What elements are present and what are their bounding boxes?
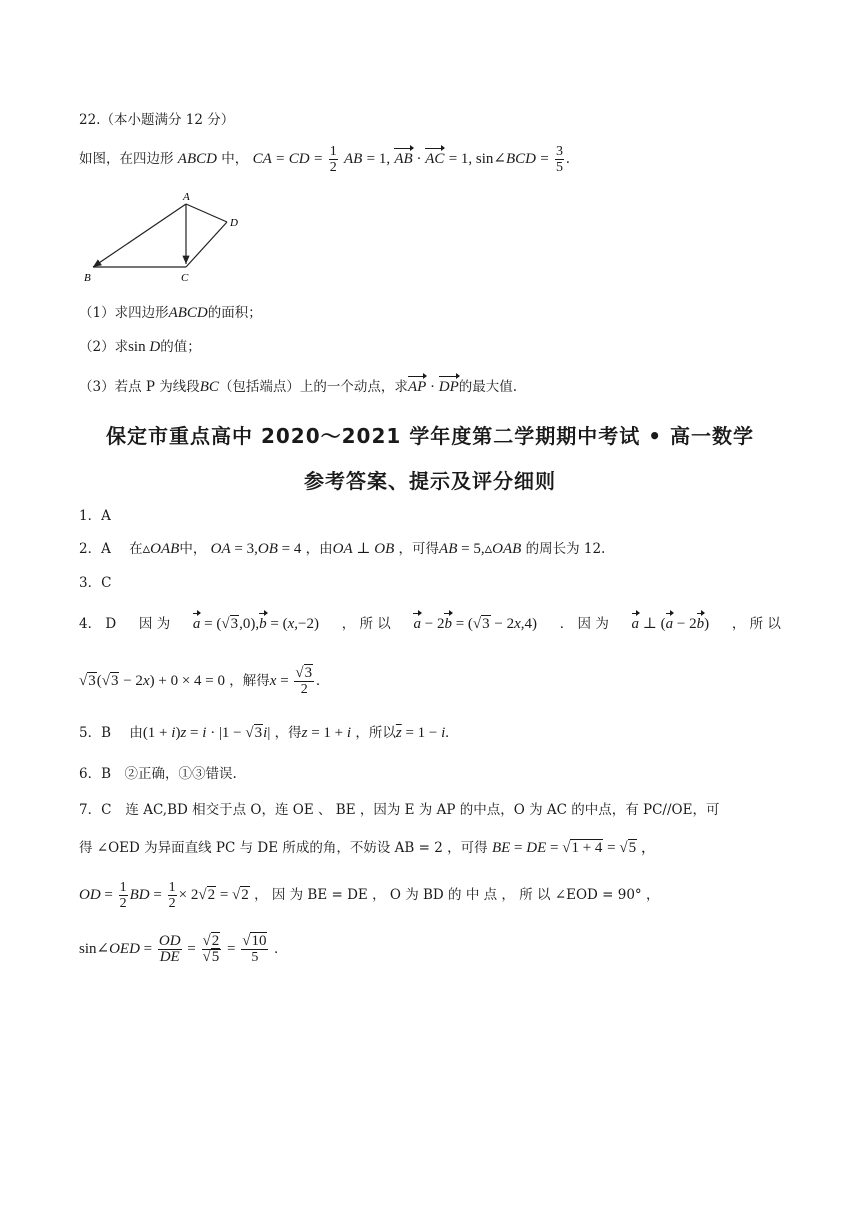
answer-3: 3．C <box>79 575 112 591</box>
problem-22-header: 22.（本小题满分 12 分） <box>79 112 235 128</box>
answer-4-line-1: 4． D 因 为 a = (√3,0),b = (x,−2) ， 所 以 a − 2b = (√3 − 2x,4) ． 因 为 a ⊥ (a − 2b) ， 所 以 <box>79 616 781 632</box>
label-a: A <box>183 191 190 203</box>
answer-5: 5．B 由(1 + i)z = i · |1 − √3i| ，得z = 1 + i ，所以$\overline{z} = 1 - i$. <box>79 725 450 741</box>
answer-1: 1．A <box>79 508 111 524</box>
label-c: C <box>181 272 189 284</box>
answer-subtitle: 参考答案、提示及评分细则 <box>304 469 556 493</box>
segment-ad <box>186 204 227 222</box>
label-d: D <box>230 217 238 229</box>
label-b: B <box>84 272 91 284</box>
segment-dc <box>186 222 227 267</box>
answer-7-line-4: sin∠OED = $\frac{OD}{DE}$ = $\frac{√2}{√5}$ = $\frac{√10}{5}$ . <box>79 933 278 965</box>
question-3: （3）若点 P 为线段BC（包括端点）上的一个动点，求AP · DP的最大值. <box>79 379 518 395</box>
question-1: （1）求四边形ABCD的面积； <box>79 305 262 321</box>
answer-7-line-3: OD = $\frac{1}{2}$ BD = $\frac{1}{2}$ × 2√2 = √2 ， 因 为 BE = DE ， O 为 BD 的 中 点 ， 所 以 ∠EOD = 90° ， <box>79 880 660 911</box>
answer-title: 保定市重点高中 2020～2021 学年度第二学期期中考试 • 高一数学 <box>106 424 754 448</box>
answer-4-line-2: √3(√3 − 2x) + 0 × 4 = 0 ，解得x = $\frac{√3}{2}$ . <box>79 665 320 697</box>
vector-ab <box>93 204 186 267</box>
answer-7-line-1: 7．C 连 AC,BD 相交于点 O，连 OE 、 BE ，因为 E 为 AP 的中点，O 为 AC 的中点，有 PC//OE，可 <box>79 802 720 818</box>
answer-7-line-2: 得 ∠OED 为异面直线 PC 与 DE 所成的角，不妨设 AB = 2 ，可得 BE = DE = √1 + 4 = √5 ， <box>79 840 656 856</box>
answer-2: 2．A 在▵OAB中， OA = 3,OB = 4 ，由OA ⊥ OB ，可得AB = 5,▵OAB 的周长为 12. <box>79 541 606 557</box>
answer-6: 6．B ②正确，①③错误. <box>79 766 237 782</box>
question-2: （2）求sin D的值； <box>79 339 201 355</box>
quadrilateral-figure <box>79 188 259 288</box>
problem-22-given: 如图，在四边形 ABCD 中， CA = CD = $\frac{1}{2}$ AB = 1, AB · AC = 1, sin∠BCD = $\frac{3}{5}$ . <box>79 144 570 175</box>
